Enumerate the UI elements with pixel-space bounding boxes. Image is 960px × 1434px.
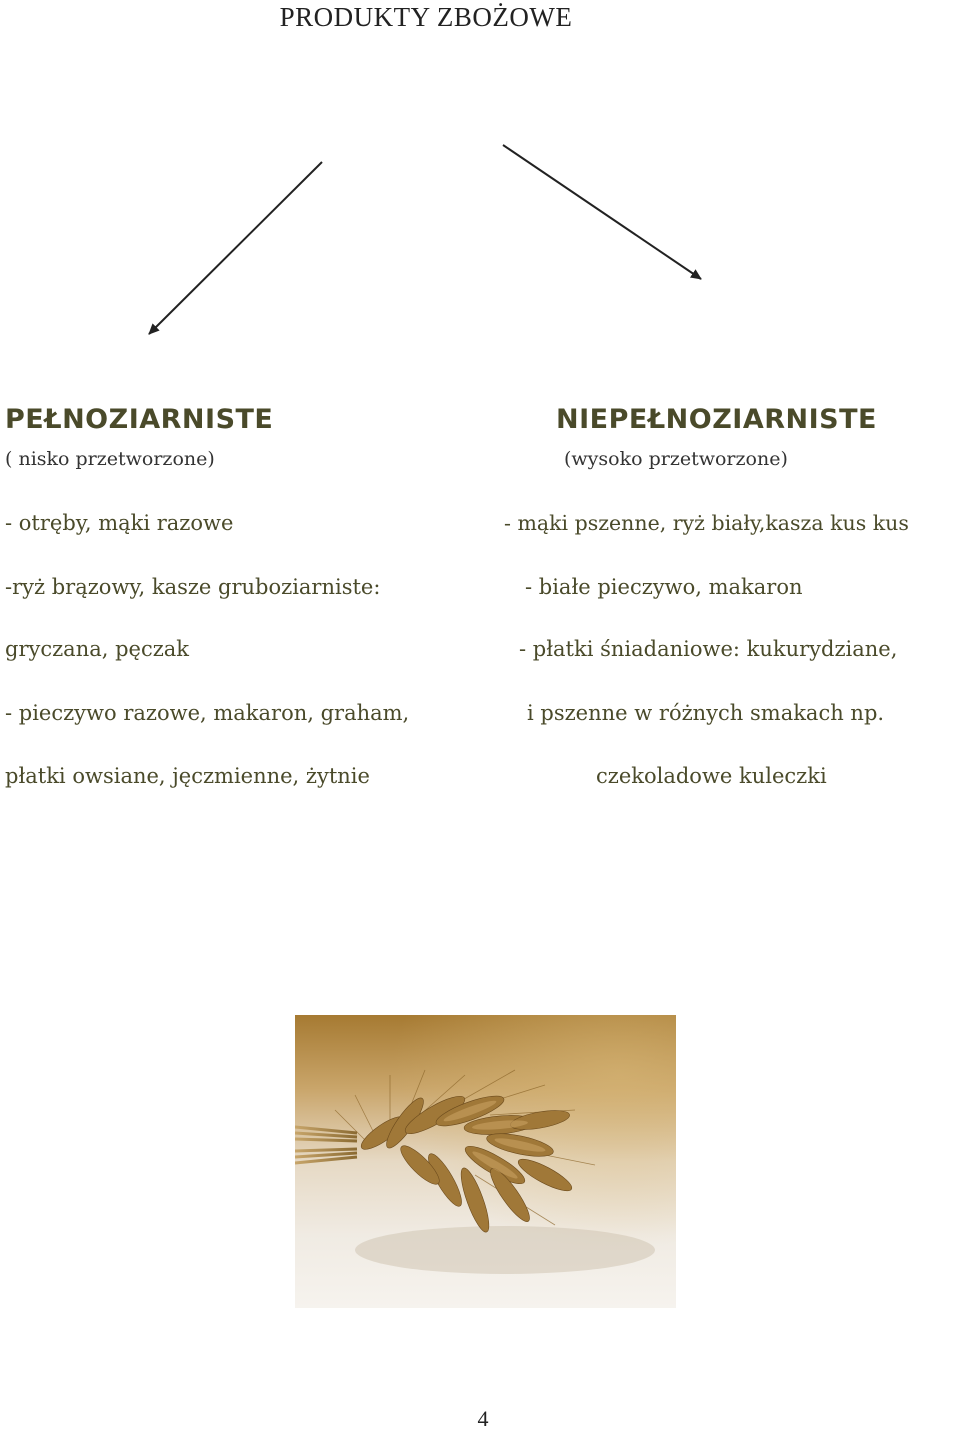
right-arrow: [503, 145, 701, 279]
left-line-5: płatki owsiane, jęczmienne, żytnie: [5, 764, 370, 788]
left-line-1: - otręby, mąki razowe: [5, 511, 234, 535]
left-arrow: [149, 162, 322, 334]
page-number: 4: [477, 1406, 489, 1431]
left-line-2: -ryż brązowy, kasze gruboziarniste:: [5, 575, 381, 599]
arrows-diagram: [0, 0, 960, 360]
wheat-bundle-image: [295, 1015, 676, 1308]
right-line-5: czekoladowe kuleczki: [596, 764, 827, 788]
right-line-3: - płatki śniadaniowe: kukurydziane,: [519, 637, 898, 661]
left-line-4: - pieczywo razowe, makaron, graham,: [5, 701, 410, 725]
left-line-3: gryczana, pęczak: [5, 637, 190, 661]
right-line-1: - mąki pszenne, ryż biały,kasza kus kus: [504, 511, 909, 535]
right-heading: NIEPEŁNOZIARNISTE: [556, 404, 877, 435]
left-heading: PEŁNOZIARNISTE: [5, 404, 274, 435]
right-line-4: i pszenne w różnych smakach np.: [527, 701, 885, 725]
left-subheading: ( nisko przetworzone): [5, 448, 215, 470]
page-title: PRODUKTY ZBOŻOWE: [279, 2, 573, 32]
right-line-2: - białe pieczywo, makaron: [525, 575, 803, 599]
right-subheading: (wysoko przetworzone): [564, 448, 788, 470]
